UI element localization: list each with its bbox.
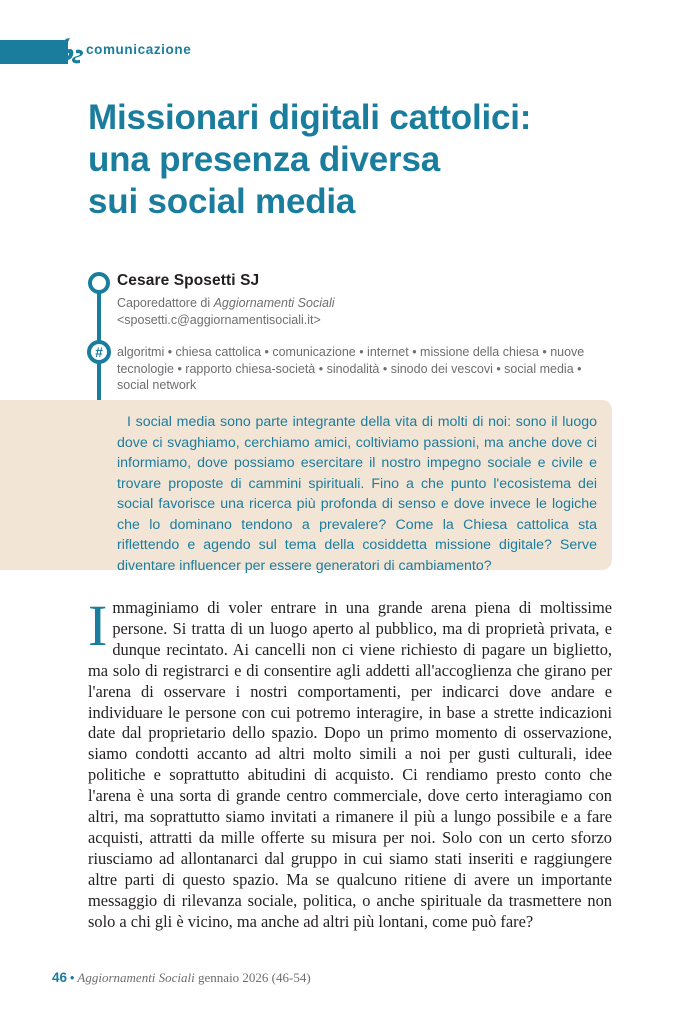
- title-line-3: sui social media: [88, 182, 356, 222]
- page-footer: [52, 970, 311, 986]
- footer-issue: gennaio 2026 (46-54): [194, 970, 311, 985]
- author-name: Cesare Sposetti SJ: [117, 272, 260, 289]
- rubric-label: comunicazione: [86, 42, 192, 57]
- footer-page-number: 46: [52, 970, 68, 985]
- author-role: [117, 296, 335, 310]
- footer-separator: •: [70, 971, 75, 985]
- drop-cap: I: [88, 593, 108, 658]
- footer-publication: Aggiornamenti Sociali: [77, 970, 195, 985]
- author-email: <sposetti.c@aggiornamentisociali.it>: [117, 313, 321, 327]
- article-body-paragraph: [88, 593, 612, 933]
- page-title: [88, 97, 648, 223]
- circle-marker-icon: [88, 272, 110, 294]
- hash-marker-icon: #: [87, 340, 111, 364]
- title-line-2: una presenza diversa: [88, 140, 440, 180]
- keywords-list: algoritmi • chiesa cattolica • comunicazione • internet • missione della chiesa • nuove tecnologie • rapporto chiesa-società • sinodalità • sinodo dei vescovi • social media • social network: [117, 345, 585, 392]
- author-role-publication: Aggiornamenti Sociali: [213, 296, 335, 310]
- title-line-1: Missionari digitali cattolici:: [88, 98, 532, 138]
- abstract-text: [117, 412, 597, 576]
- abstract-body: I social media sono parte integrante della vita di molti di noi: sono il luogo dove ci svaghiamo, cerchiamo amici, coltiviamo passioni, ma anche dove ci informiamo, dove possiamo esercitare il nostro impegno sociale e civile e trovare proposte di cammini spirituali. Fino a che punto l'ecosistema dei social favorisce una ricerca più profonda di senso e dove invece le logiche che lo dominano tendono a prevalere? Come la Chiesa cattolica sta riflettendo e agendo sul tema della cosiddetta missione digitale? Serve diventare influencer per essere generatori di cambiamento?: [117, 414, 597, 574]
- body-paragraph-text: mmaginiamo di voler entrare in una grande arena piena di moltissime persone. Si tratta di un luogo aperto al pubblico, ma di proprietà privata, e dunque recintato. Ai cancelli non ci viene richiesto di pagare un biglietto, ma solo di registrarci e di consentire agli addetti all'accoglienza che girano per l'arena di osservare i nostri comportamenti, per indicarci dove andare e individuare le persone con cui potremo interagire, in base a strette indicazioni date dal proprietario dello spazio. Dopo un primo momento di osservazione, siamo condotti accanto ad altri molto simili a noi per gusti culturali, idee politiche e soprattutto abitudini di acquisto. Ci rendiamo presto conto che l'arena è una sorta di grande centro commerciale, dove certo interagiamo con altri, ma soprattutto siamo invitati a rimanere il più a lungo possibile e a fare acquisti, attratti da mille offerte su misura per noi. Solo con un certo sforzo riusciamo ad allontanarci dal gruppo in cui siamo stati inseriti e raggiungere altre parti di questo spazio. Ma se qualcuno ritiene di avere un importante messaggio di rilevanza sociale, politica, o anche spirituale da trasmettere non solo a chi gli è vicino, ma anche ad altri più lontani, come può fare?: [88, 598, 612, 931]
- rubric-header: [0, 40, 697, 66]
- author-role-prefix: Caporedattore di: [117, 296, 214, 310]
